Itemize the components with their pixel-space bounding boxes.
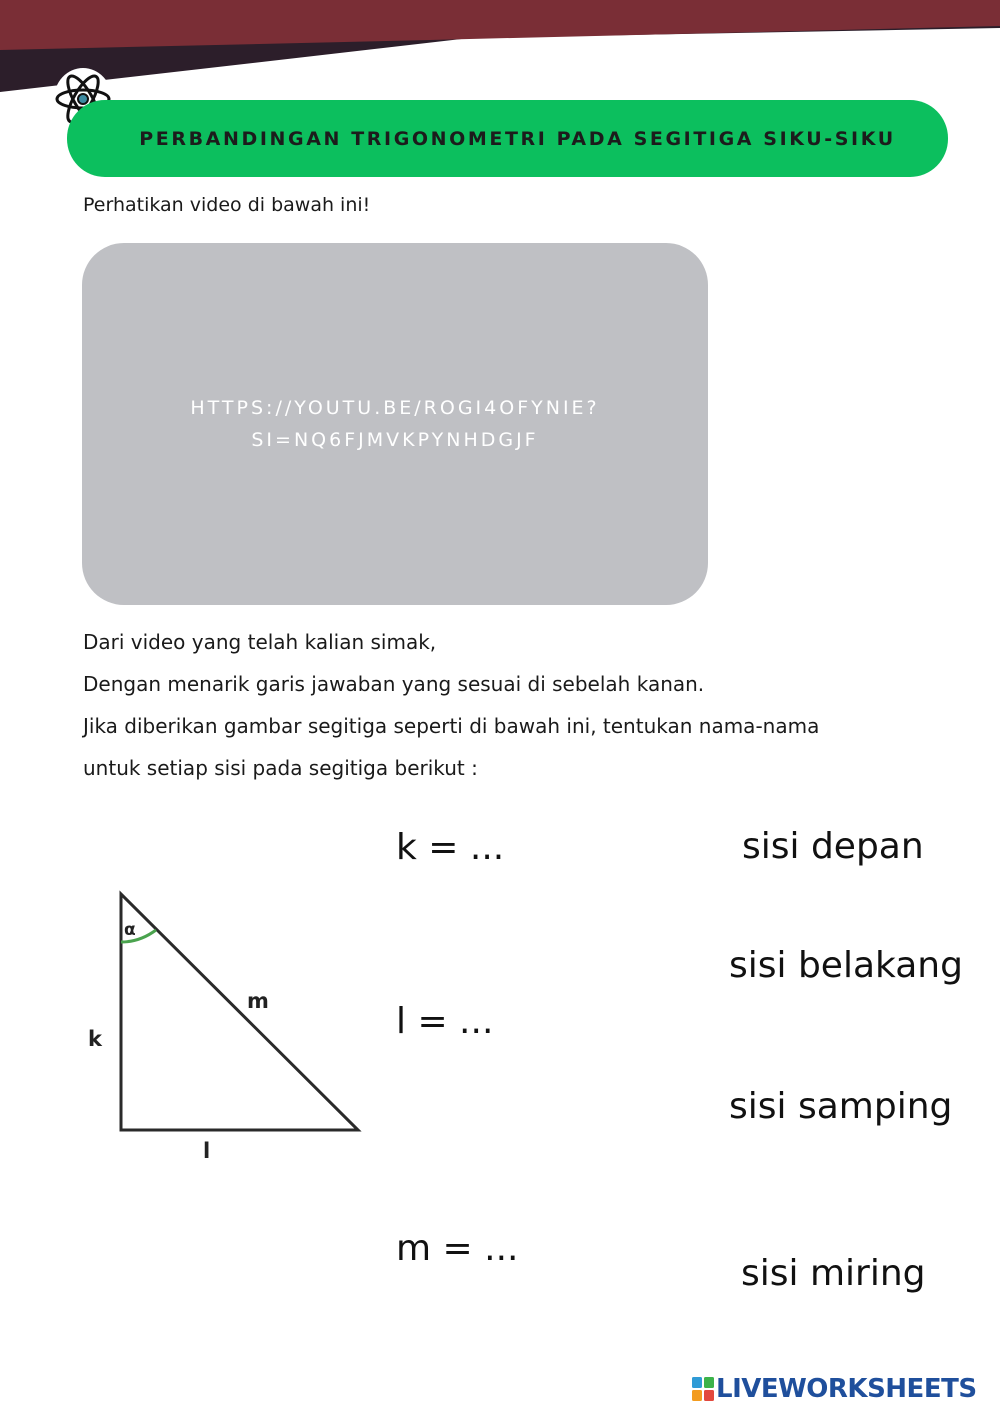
video-placeholder[interactable]	[82, 243, 708, 605]
liveworksheets-wordmark: LIVEWORKSHEETS	[716, 1374, 977, 1404]
side-label-l: l	[203, 1139, 211, 1163]
paragraph-line4: untuk setiap sisi pada segitiga berikut :	[83, 756, 478, 780]
title-bar	[67, 100, 948, 177]
video-url[interactable]	[160, 392, 630, 456]
paragraph-line1: Dari video yang telah kalian simak,	[83, 630, 437, 654]
angle-label: α	[124, 920, 136, 940]
intro-text: Perhatikan video di bawah ini!	[83, 194, 371, 216]
page-title: PERBANDINGAN TRIGONOMETRI PADA SEGITIGA SIKU-SIKU	[139, 127, 896, 150]
paragraph-line2: Dengan menarik garis jawaban yang sesuai di sebelah kanan.	[83, 672, 705, 696]
answer-sisi-miring[interactable]: sisi miring	[741, 1253, 926, 1294]
side-label-k: k	[88, 1027, 102, 1051]
question-m[interactable]: m = ...	[396, 1228, 519, 1269]
video-url-line1: HTTPS://YOUTU.BE/ROGI4OFYNIE?	[190, 397, 600, 419]
liveworksheets-mark-icon	[690, 1375, 716, 1403]
top-banner	[0, 0, 1000, 100]
video-url-line2: SI=NQ6FJMVKPYNHDGJF	[251, 429, 539, 451]
question-l[interactable]: l = ...	[396, 1001, 494, 1042]
side-label-m: m	[247, 989, 269, 1013]
right-triangle-diagram	[80, 880, 380, 1170]
question-k[interactable]: k = ...	[396, 827, 505, 868]
triangle-shape	[121, 894, 358, 1130]
answer-sisi-belakang[interactable]: sisi belakang	[729, 945, 963, 986]
answer-sisi-samping[interactable]: sisi samping	[729, 1086, 953, 1127]
answer-sisi-depan[interactable]: sisi depan	[742, 826, 924, 867]
liveworksheets-logo	[690, 1374, 977, 1404]
paragraph-line3: Jika diberikan gambar segitiga seperti di bawah ini, tentukan nama-nama	[83, 714, 820, 738]
